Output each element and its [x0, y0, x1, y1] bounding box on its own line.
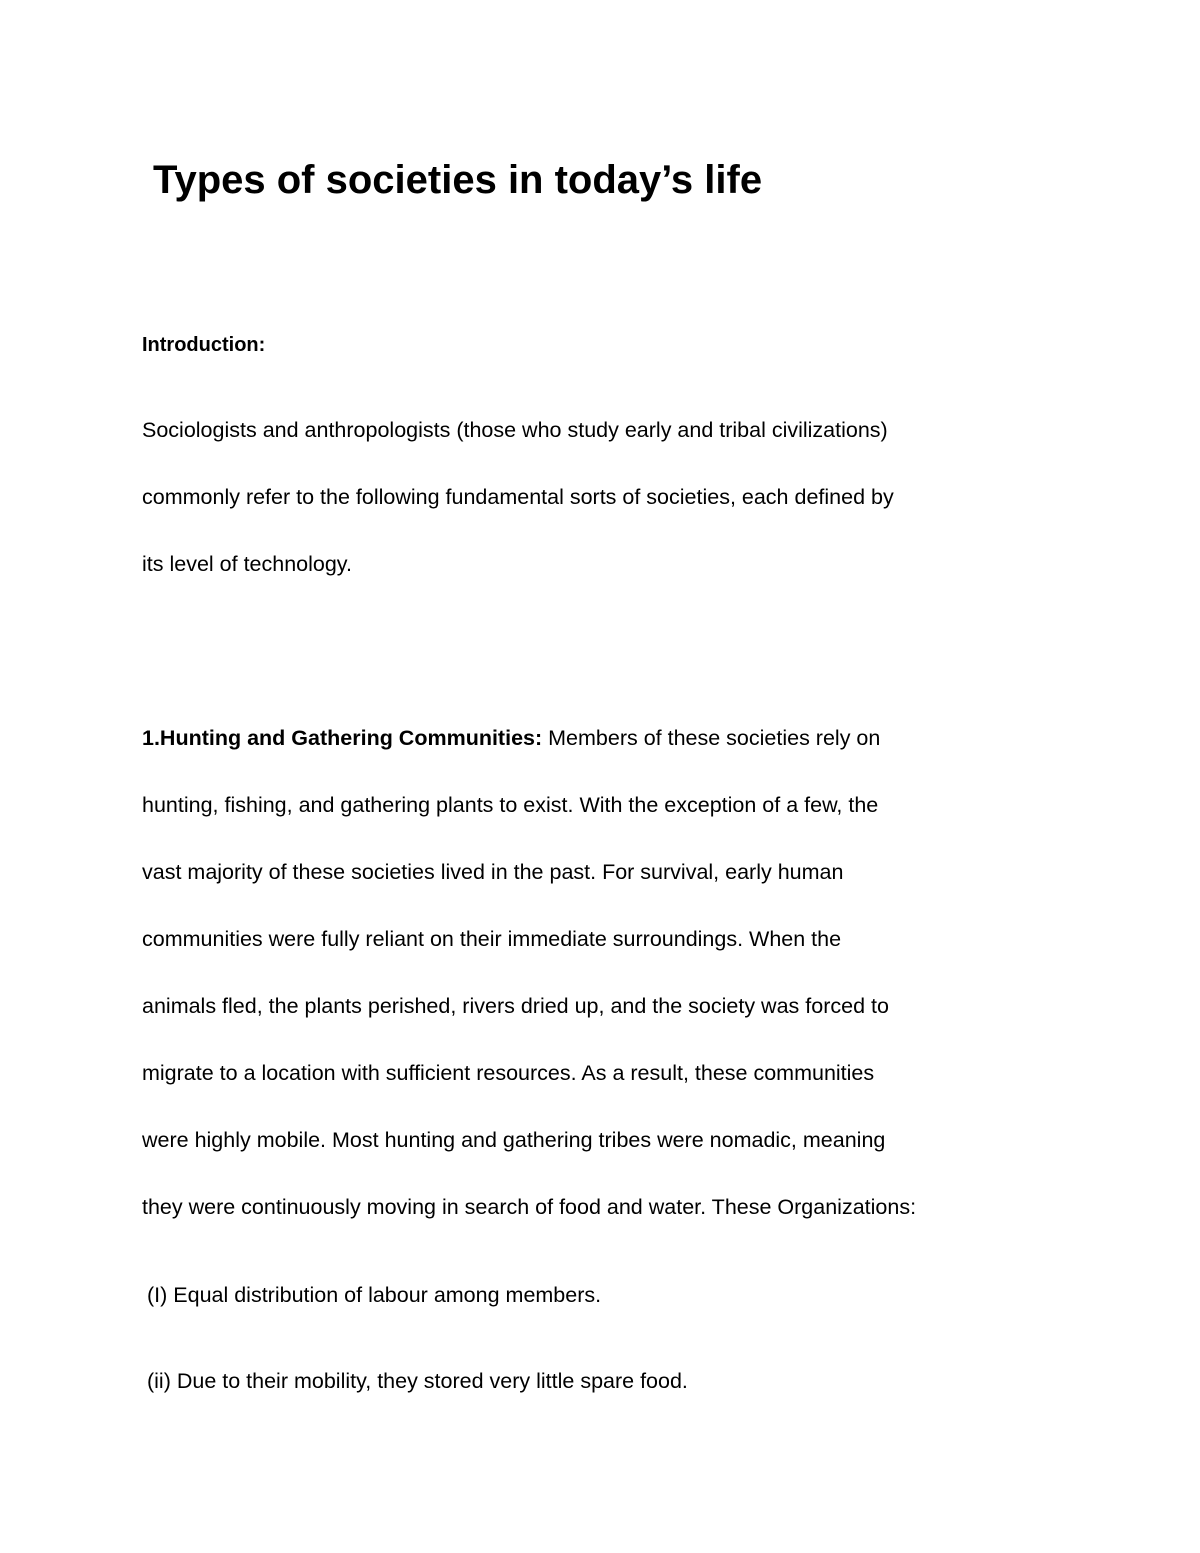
section1-heading: 1.Hunting and Gathering Communities: [142, 726, 543, 750]
section1-line-4: communities were fully reliant on their immediate surroundings. When the [142, 927, 842, 951]
section1-line-8: they were continuously moving in search of food and water. These Organizations: [142, 1195, 917, 1219]
list-item-2: (ii) Due to their mobility, they stored very little spare food. [147, 1369, 688, 1393]
section1-first-line-text: Members of these societies rely on [542, 726, 881, 750]
section1-line-2: hunting, fishing, and gathering plants to exist. With the exception of a few, the [142, 793, 879, 817]
introduction-heading: Introduction: [142, 334, 266, 356]
section1-first-line [142, 724, 880, 752]
section1-line-3: vast majority of these societies lived in the past. For survival, early human [142, 860, 844, 884]
intro-line-3: its level of technology. [142, 552, 352, 576]
section1-line-6: migrate to a location with sufficient resources. As a result, these communities [142, 1061, 875, 1085]
list-item-1: (I) Equal distribution of labour among members. [147, 1283, 602, 1307]
intro-line-2: commonly refer to the following fundamental sorts of societies, each defined by [142, 485, 894, 509]
section1-line-5: animals fled, the plants perished, rivers dried up, and the society was forced to [142, 994, 889, 1018]
intro-line-1: Sociologists and anthropologists (those who study early and tribal civilizations) [142, 418, 888, 442]
section1-line-7: were highly mobile. Most hunting and gathering tribes were nomadic, meaning [142, 1128, 886, 1152]
document-title: Types of societies in today’s life [153, 158, 763, 202]
